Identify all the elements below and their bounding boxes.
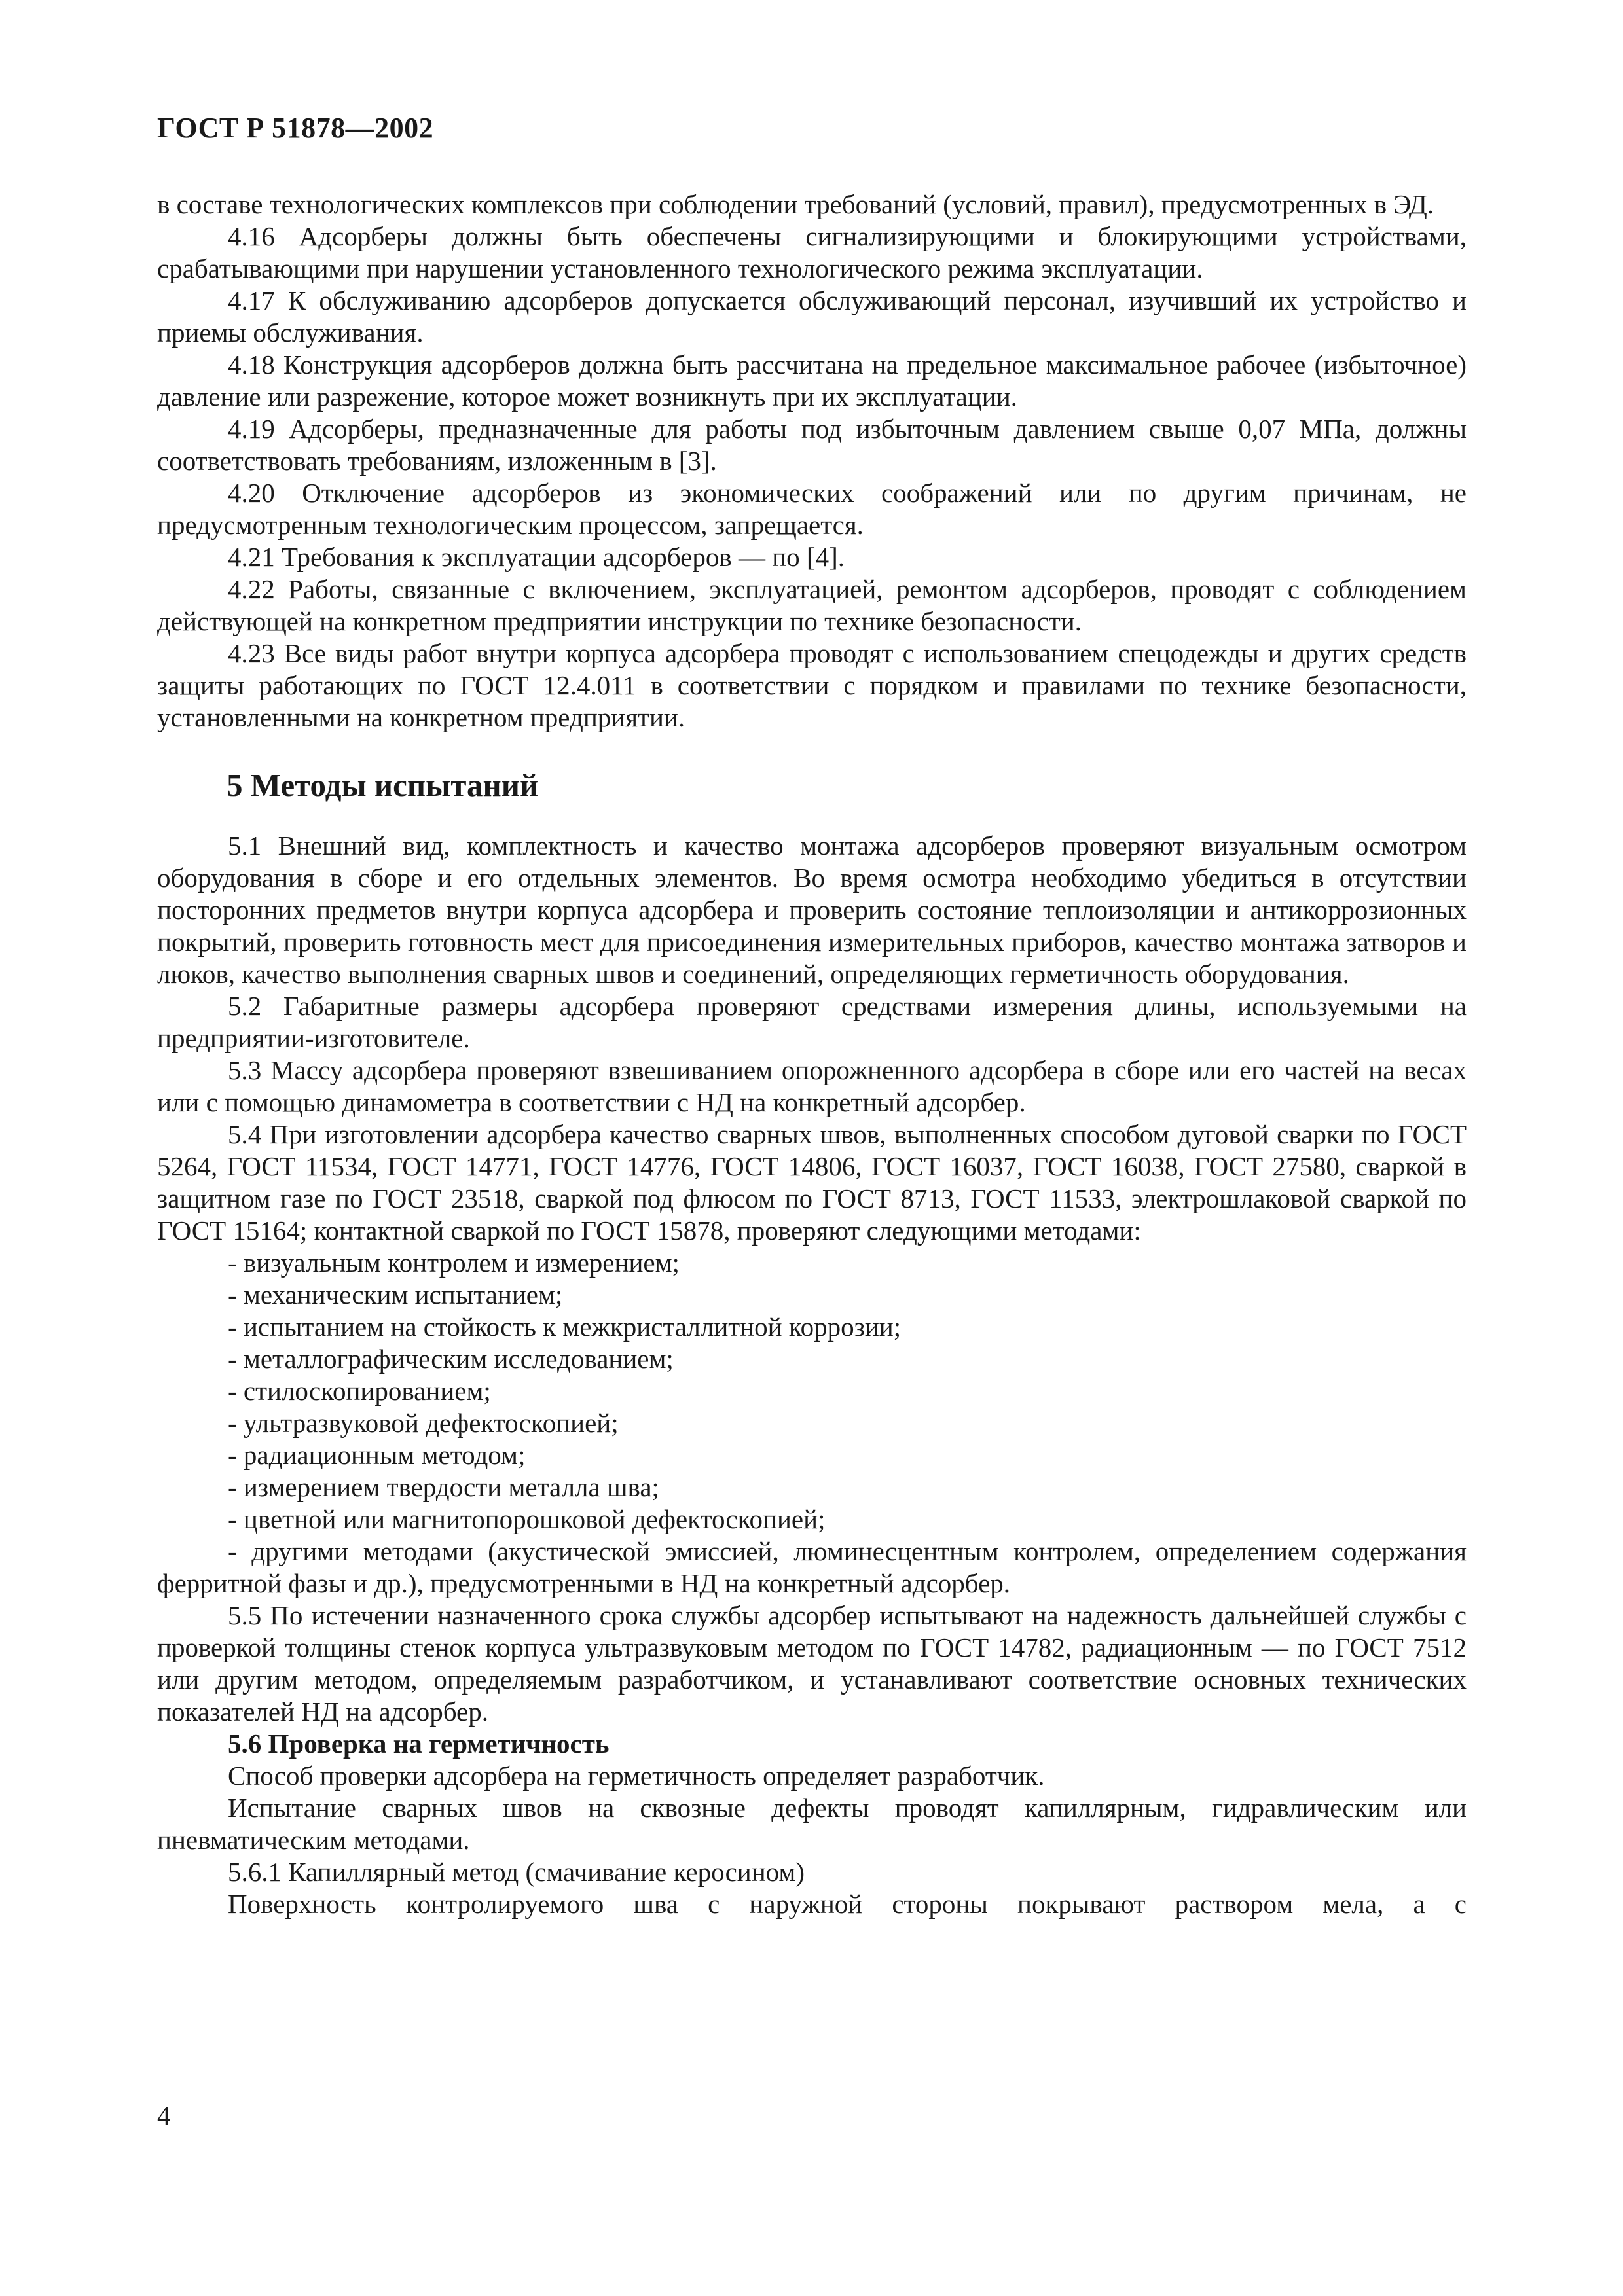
paragraph-4-16: 4.16 Адсорберы должны быть обеспечены сигнализирующими и блокирующими устройствами, срабатывающими при нарушении установленного технологического режима эксплуатации.: [157, 221, 1467, 283]
list-item: - ультразвуковой дефектоскопией;: [228, 1408, 619, 1438]
list-item: - металлографическим исследованием;: [228, 1344, 674, 1374]
paragraph-4-20: 4.20 Отключение адсорберов из экономических соображений или по другим причинам, не предусмотренным технологическим процессом, запрещается.: [157, 478, 1467, 540]
paragraph-5-1: 5.1 Внешний вид, комплектность и качество монтажа адсорберов проверяют визуальным осмотром оборудования в сборе и его отдельных элементов. Во время осмотра необходимо убедиться в отсутствии посторонних предметов внутри корпуса адсорбера и проверить состояние теплоизоляции и антикоррозионных покрытий, проверить готовность мест для присоединения измерительных приборов, качество монтажа затворов и люков, качество выполнения сварных швов и соединений, определяющих герметичность оборудования.: [157, 831, 1467, 989]
list-item: - испытанием на стойкость к межкристаллитной коррозии;: [228, 1312, 902, 1342]
list-item-last: - другими методами (акустической эмиссией, люминесцентным контролем, определением содержания ферритной фазы и др.), предусмотренными в НД на конкретный адсорбер.: [157, 1536, 1467, 1598]
paragraph-5-6-1-text: Поверхность контролируемого шва с наружной стороны покрывают раствором мела, а с: [228, 1889, 1467, 1919]
paragraph-4-18: 4.18 Конструкция адсорберов должна быть рассчитана на предельное максимальное рабочее (избыточное) давление или разрежение, которое может возникнуть при их эксплуатации.: [157, 350, 1467, 412]
paragraph-4-21: 4.21 Требования к эксплуатации адсорберов — по [4].: [228, 542, 845, 572]
paragraph-continuation: в составе технологических комплексов при соблюдении требований (условий, правил), предусмотренных в ЭД.: [157, 189, 1434, 219]
list-item: - механическим испытанием;: [228, 1280, 563, 1310]
paragraph-5-6-a: Способ проверки адсорбера на герметичность определяет разработчик.: [228, 1761, 1045, 1791]
list-item: - радиационным методом;: [228, 1440, 526, 1470]
paragraph-5-2: 5.2 Габаритные размеры адсорбера проверяют средствами измерения длины, используемыми на предприятии-изготовителе.: [157, 991, 1467, 1053]
paragraph-5-3: 5.3 Массу адсорбера проверяют взвешиванием опорожненного адсорбера в сборе или его частей на весах или с помощью динамометра в соответствии с НД на конкретный адсорбер.: [157, 1055, 1467, 1117]
methods-list: [157, 1247, 1467, 1535]
page-number: 4: [157, 2100, 171, 2130]
list-item: - цветной или магнитопорошковой дефектоскопией;: [228, 1504, 826, 1534]
list-item: - измерением твердости металла шва;: [228, 1472, 659, 1502]
paragraph-4-19: 4.19 Адсорберы, предназначенные для работы под избыточным давлением свыше 0,07 МПа, должны соответствовать требованиям, изложенным в [3].: [157, 414, 1467, 476]
document-body: [157, 188, 1467, 1920]
paragraph-5-4: 5.4 При изготовлении адсорбера качество сварных швов, выполненных способом дуговой сварки по ГОСТ 5264, ГОСТ 11534, ГОСТ 14771, ГОСТ 14776, ГОСТ 14806, ГОСТ 16037, ГОСТ 16038, ГОСТ 27580, сваркой в защитном газе по ГОСТ 23518, сваркой под флюсом по ГОСТ 8713, ГОСТ 11533, электрошлаковой сваркой по ГОСТ 15164; контактной сваркой по ГОСТ 15878, проверяют следующими методами:: [157, 1119, 1467, 1246]
paragraph-4-17: 4.17 К обслуживанию адсорберов допускается обслуживающий персонал, изучивший их устройство и приемы обслуживания.: [157, 285, 1467, 348]
paragraph-5-6-b: Испытание сварных швов на сквозные дефекты проводят капиллярным, гидравлическим или пневматическим методами.: [157, 1793, 1467, 1855]
list-item: - визуальным контролем и измерением;: [228, 1247, 680, 1278]
subsection-5-6-title: 5.6 Проверка на герметичность: [228, 1729, 610, 1759]
paragraph-4-22: 4.22 Работы, связанные с включением, эксплуатацией, ремонтом адсорберов, проводят с соблюдением действующей на конкретном предприятии инструкции по технике безопасности.: [157, 574, 1467, 636]
paragraph-4-23: 4.23 Все виды работ внутри корпуса адсорбера проводят с использованием спецодежды и других средств защиты работающих по ГОСТ 12.4.011 в соответствии с порядком и правилами по технике безопасности, установленными на конкретном предприятии.: [157, 638, 1467, 732]
list-item: - стилоскопированием;: [228, 1376, 491, 1406]
paragraph-5-6-1-title: 5.6.1 Капиллярный метод (смачивание керосином): [228, 1857, 805, 1887]
section-5-title: 5 Методы испытаний: [227, 767, 539, 803]
document-code-header: ГОСТ Р 51878—2002: [157, 112, 434, 144]
paragraph-5-5: 5.5 По истечении назначенного срока службы адсорбер испытывают на надежность дальнейшей службы с проверкой толщины стенок корпуса ультразвуковым методом по ГОСТ 14782, радиационным — по ГОСТ 7512 или другим методом, определяемым разработчиком, и устанавливают соответствие основных технических показателей НД на адсорбер.: [157, 1600, 1467, 1727]
